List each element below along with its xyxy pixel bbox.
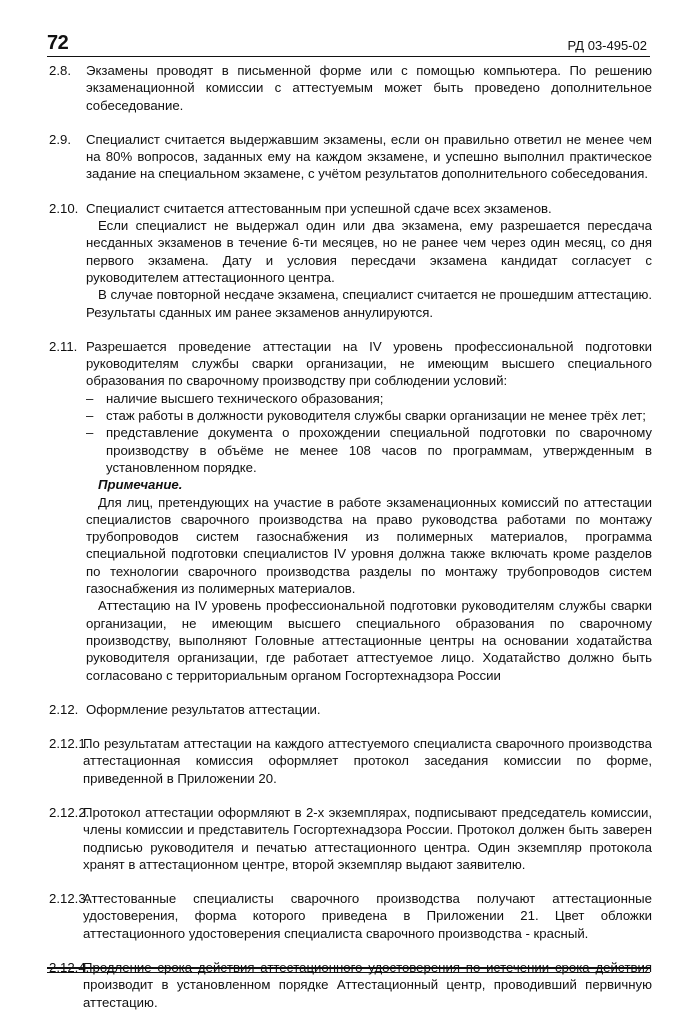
section-text: Специалист считается аттестованным при успешной сдаче всех экзаменов. xyxy=(86,200,552,216)
list-item: – наличие высшего технического образования; xyxy=(86,390,652,407)
section-text: Экзамены проводят в письменной форме или с помощью компьютера. По решению экзаменационной комиссии с аттестуемым может быть проведено дополнительное собеседование. xyxy=(86,63,652,113)
page-number: 72 xyxy=(47,32,69,54)
footer-rule-thick xyxy=(47,967,650,969)
section-text: Специалист считается выдержавшим экзамены, если он правильно ответил не менее чем на 80% вопросов, заданных ему на каждом экзамене, и успешно выполнил практическое задание на специальном экзамене, с учётом результатов дополнительного собеседования. xyxy=(86,131,652,182)
section-number: 2.11. xyxy=(49,338,78,354)
section-number: 2.8. xyxy=(49,63,71,78)
document-code: РД 03-495-02 xyxy=(567,38,647,53)
note-paragraph: Для лиц, претендующих на участие в работе экзаменационных комиссий по аттестации специалистов сварочного производства на право руководства работами по монтажу трубопроводов систем газоснабжения из полимерных материалов, программа специальной подготовки специалистов IV уровня должна также включать кроме разделов по технологии сварочного производства разделы по монтажу трубопроводов систем газоснабжения из полимерных материалов. xyxy=(86,494,652,597)
section-2-12-3 xyxy=(49,890,652,942)
section-paragraph: В случае повторной несдаче экзамена, специалист считается не прошедшим аттестацию. Результаты сданных им ранее экзаменов аннулируются. xyxy=(86,287,652,320)
note-title: Примечание. xyxy=(98,477,183,493)
section-paragraph: Если специалист не выдержал один или два экзамена, ему разрешается пересдача несданных экзаменов в течение 6-ти месяцев, но не ранее чем через один месяц, со дня первого экзамена. Дату и условия пересдачи экзамена кандидат согласует с руководителем аттестационного центра. xyxy=(86,218,652,285)
section-2-8 xyxy=(49,62,652,114)
section-2-12 xyxy=(49,701,652,718)
section-2-12-1 xyxy=(49,735,652,787)
section-number: 2.12. xyxy=(49,701,79,717)
section-2-10 xyxy=(49,200,652,321)
section-number: 2.9. xyxy=(49,131,71,147)
section-number: 2.12.1. xyxy=(49,736,90,752)
list-item: – представление документа о прохождении специальной подготовки по сварочному производству в объёме не менее 108 часов по программам, утвержденным в установленном порядке. xyxy=(86,424,652,476)
footer-rule-thin xyxy=(47,972,650,973)
section-number: 2.12.4. xyxy=(49,960,90,976)
section-text: Протокол аттестации оформляют в 2-х экземплярах, подписывают председатель комиссии, члены комиссии и представитель Госгортехнадзора России. Протокол должен быть заверен подписью руководителя и печатью аттестационного центра. Один экземпляр протокола хранят в аттестационном центре, второй экземпляр выдают заявителю. xyxy=(83,804,652,872)
section-number: 2.12.3. xyxy=(49,891,90,907)
section-text: По результатам аттестации на каждого аттестуемого специалиста сварочного производства аттестационная комиссия оформляет протокол заседания комиссии по форме, приведенной в Приложении 20. xyxy=(83,736,652,786)
section-number: 2.12.2. xyxy=(49,804,90,820)
section-2-11 xyxy=(49,338,652,684)
section-2-9 xyxy=(49,131,652,183)
section-2-12-2 xyxy=(49,804,652,873)
document-body xyxy=(49,62,652,1011)
section-number: 2.10. xyxy=(49,200,79,216)
list-item: – стаж работы в должности руководителя службы сварки организации не менее трёх лет; xyxy=(86,407,652,424)
header-rule xyxy=(47,56,650,57)
section-text: Оформление результатов аттестации. xyxy=(86,701,321,717)
section-text: Продление срока действия аттестационного удостоверения по истечении срока действия производит в установленном порядке Аттестационный центр, проводивший первичную аттестацию. xyxy=(83,960,652,1010)
section-text: Разрешается проведение аттестации на IV уровень профессиональной подготовки руководителям службы сварки организации, не имеющим высшего специального образования по сварочному производству при соблюдении условий: xyxy=(86,338,652,389)
section-text: Аттестованные специалисты сварочного производства получают аттестационные удостоверения, форма которого приведена в Приложении 21. Цвет обложки аттестационного удостоверения специалиста сварочного производства - красный. xyxy=(83,891,652,941)
note-paragraph: Аттестацию на IV уровень профессиональной подготовки руководителям службы сварки организации, не имеющим высшего специального образования по сварочному производству, выполняют Головные аттестационные центры на основании ходатайства руководителя организации, где работает аттестуемое лицо. Ходатайство должно быть согласовано с территориальным органом Госгортехнадзора России xyxy=(86,598,652,683)
